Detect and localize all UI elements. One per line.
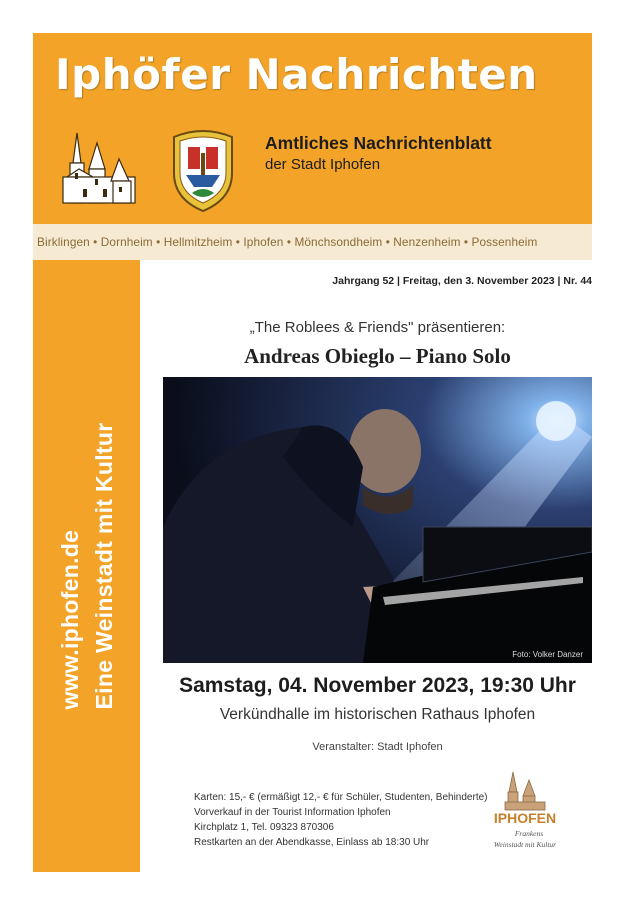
- masthead-banner: [33, 33, 592, 224]
- ticket-price: Karten: 15,- € (ermäßigt 12,- € für Schüler, Studenten, Behinderte): [194, 792, 488, 803]
- iphofen-logo: [483, 768, 573, 852]
- logo-tagline-1: Frankens: [514, 829, 544, 838]
- ticket-info: [194, 790, 488, 850]
- coat-of-arms-icon: [166, 127, 240, 213]
- subtitle-official: Amtliches Nachrichtenblatt: [265, 133, 492, 153]
- towns-bar: [33, 224, 592, 260]
- pianist-photo-illustration: [163, 377, 592, 663]
- event-photo: [163, 377, 592, 663]
- event-organizer: Veranstalter: Stadt Iphofen: [312, 741, 443, 753]
- event-datetime: Samstag, 04. November 2023, 19:30 Uhr: [179, 674, 576, 697]
- subtitle-town: der Stadt Iphofen: [265, 156, 381, 173]
- logo-name: IPHOFEN: [493, 810, 557, 826]
- photo-credit: Foto: Volker Danzer: [512, 650, 583, 659]
- masthead-title: Iphöfer Nachrichten: [55, 50, 538, 99]
- sidebar-text: [53, 423, 121, 710]
- ticket-presale: Vorverkauf in der Tourist Information Iphofen: [194, 807, 391, 818]
- ticket-address: Kirchplatz 1, Tel. 09323 870306: [194, 822, 334, 833]
- sidebar-website[interactable]: www.iphofen.de: [56, 529, 83, 710]
- issue-line: Jahrgang 52 | Freitag, den 3. November 2023 | Nr. 44: [332, 275, 592, 287]
- ticket-box-office: Restkarten an der Abendkasse, Einlass ab 18:30 Uhr: [194, 837, 430, 848]
- sidebar-slogan: Eine Weinstadt mit Kultur: [90, 422, 117, 710]
- church-icon: [59, 129, 143, 211]
- towns-list: Birklingen • Dornheim • Hellmitzheim • Iphofen • Mönchsondheim • Nenzenheim • Possenheim: [37, 235, 538, 249]
- event-venue: Verkündhalle im historischen Rathaus Iphofen: [219, 706, 536, 723]
- event-title: Andreas Obieglo – Piano Solo: [244, 344, 511, 368]
- logo-tagline-2: Weinstadt mit Kultur: [493, 840, 557, 849]
- event-presents: „The Roblees & Friends" präsentieren:: [249, 319, 506, 336]
- sidebar: [33, 260, 140, 872]
